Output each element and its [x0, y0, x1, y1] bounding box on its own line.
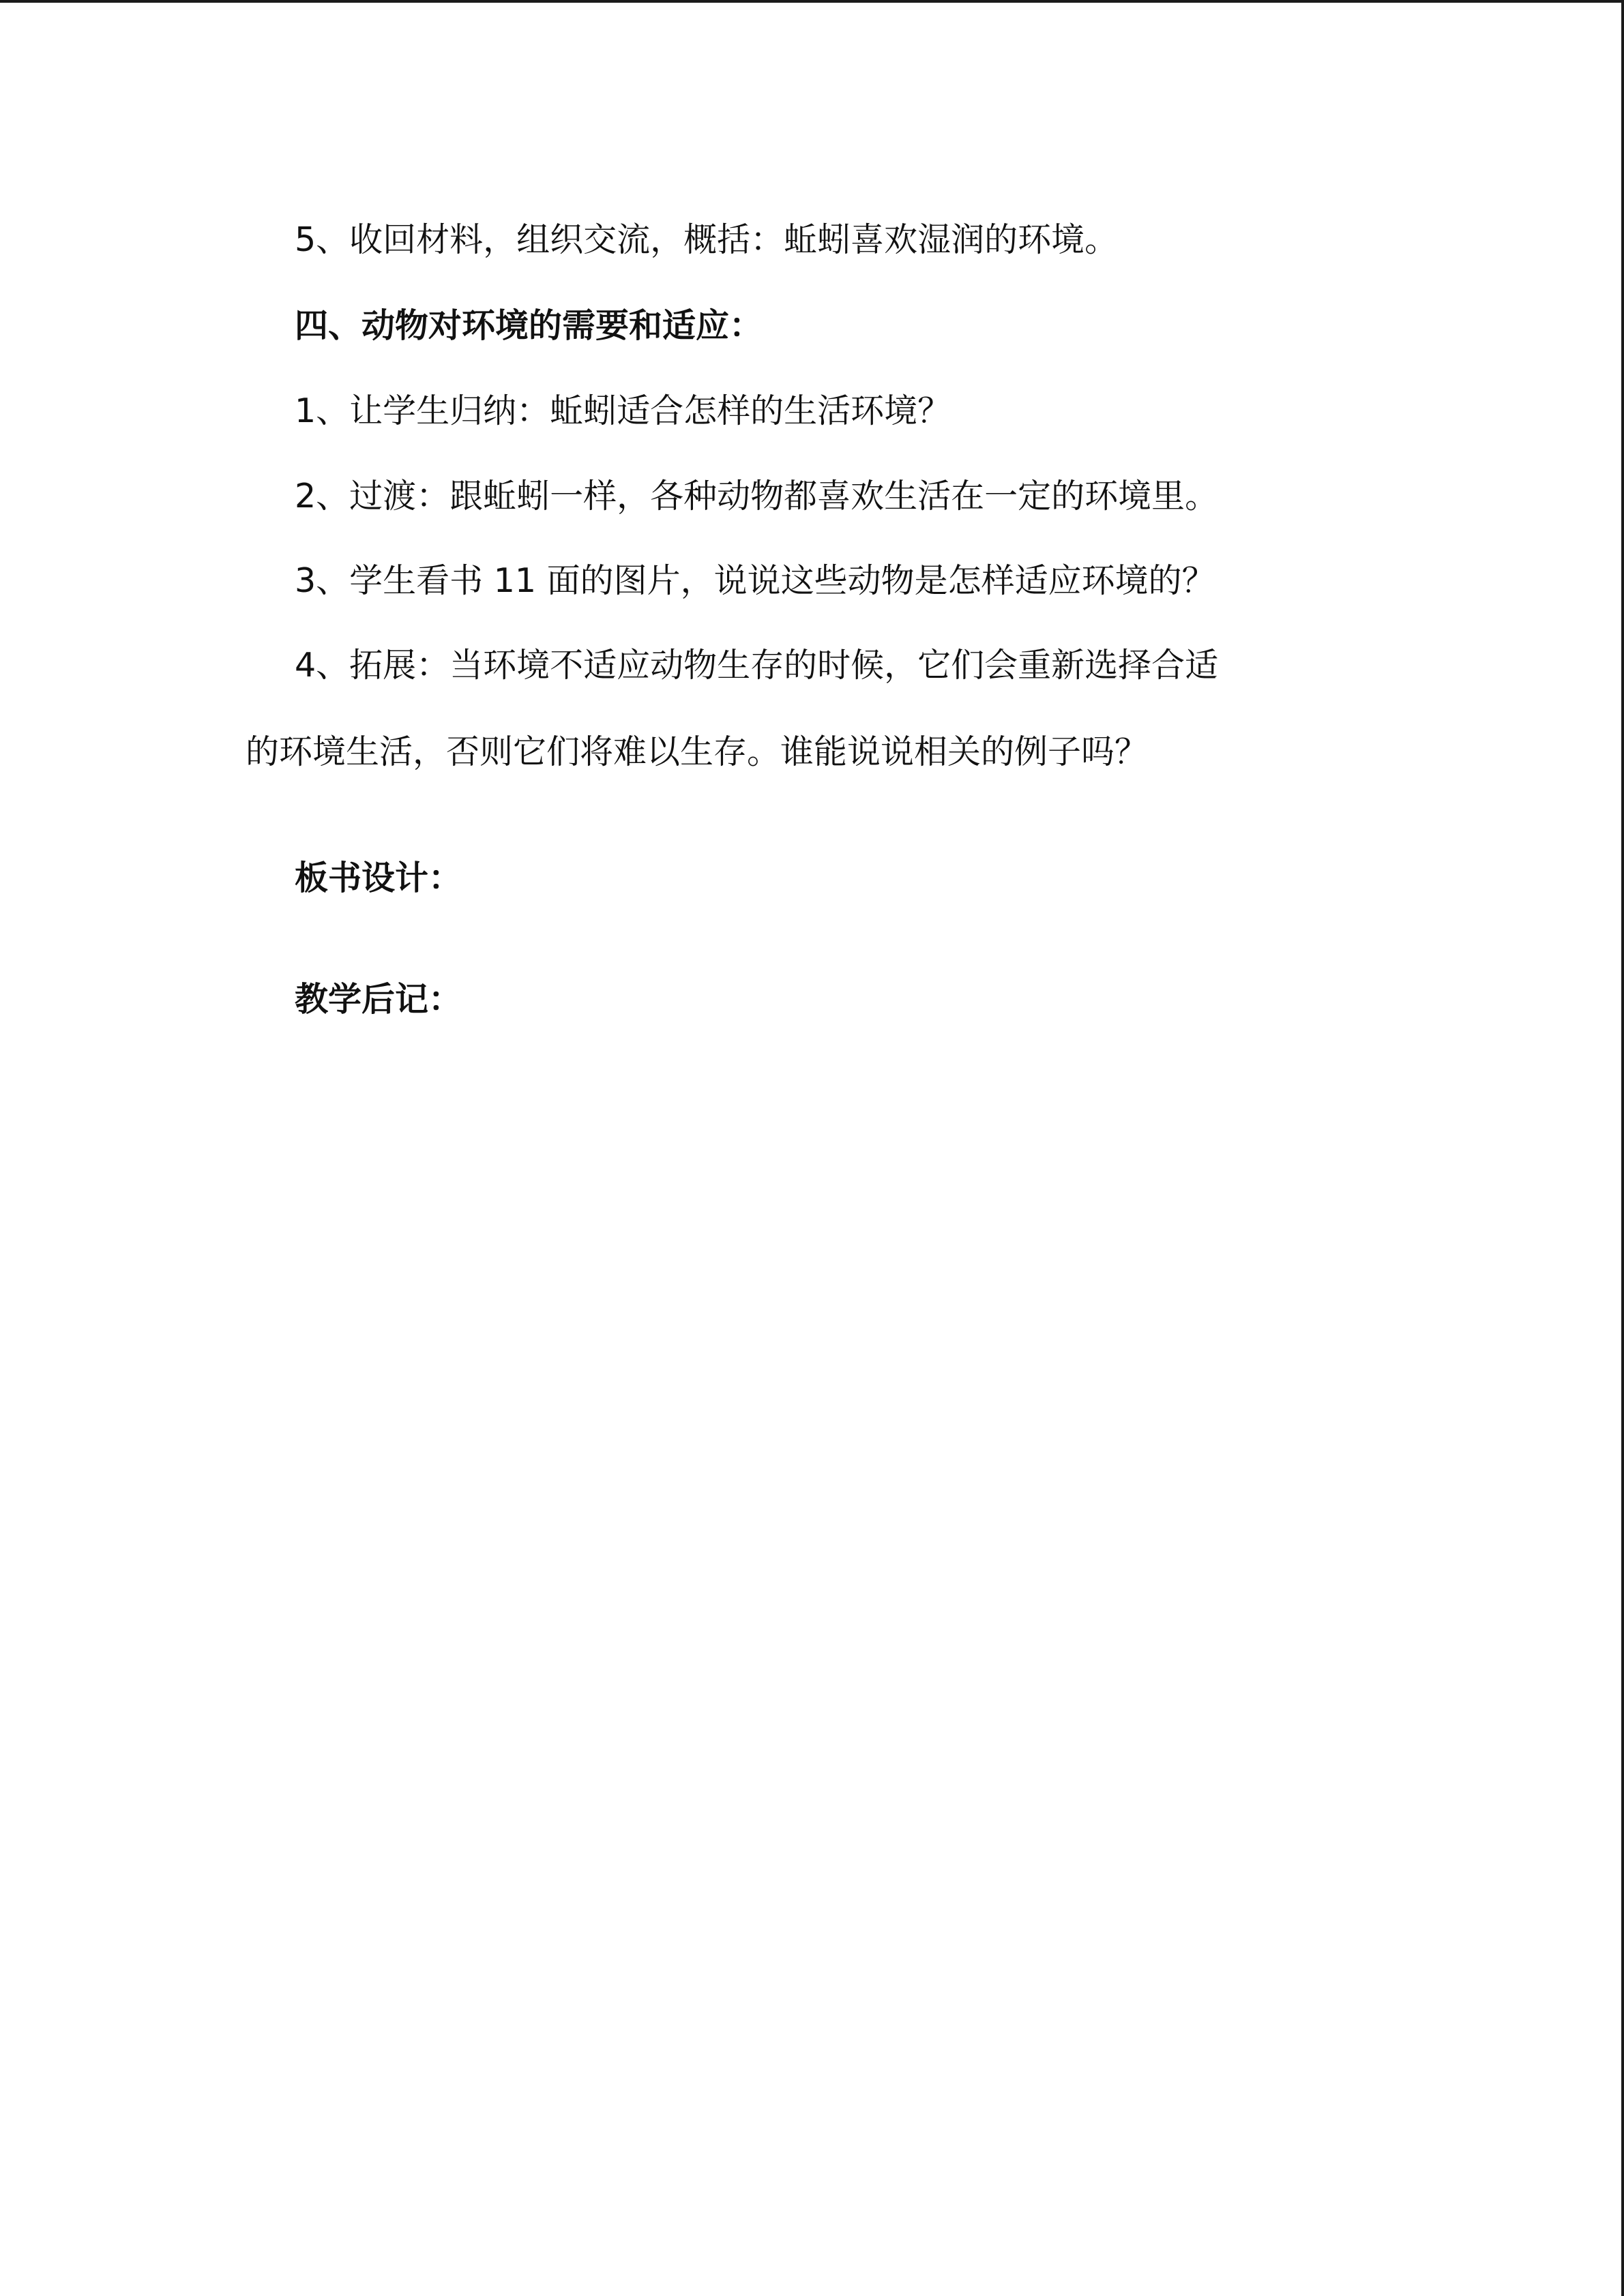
page-top-border — [0, 0, 1624, 3]
heading-teaching-notes: 教学后记： — [295, 980, 462, 1019]
step-4-extension-continued: 的环境生活，否则它们将难以生存。谁能说说相关的例子吗？ — [246, 732, 1149, 771]
heading-board-design: 板书设计： — [295, 859, 462, 897]
step-1-summarize-environment: 1、让学生归纳：蚯蚓适合怎样的生活环境？ — [295, 391, 951, 430]
step-4-extension: 4、拓展：当环境不适应动物生存的时候，它们会重新选择合适 — [295, 646, 1219, 685]
step-2-transition: 2、过渡：跟蚯蚓一样，各种动物都喜欢生活在一定的环境里。 — [295, 477, 1219, 516]
step-3-view-pictures: 3、学生看书 11 面的图片，说说这些动物是怎样适应环境的？ — [295, 561, 1215, 600]
step-5-collect-materials: 5、收回材料，组织交流，概括：蚯蚓喜欢湿润的环境。 — [295, 220, 1119, 259]
section-heading-animal-adaptation: 四、动物对环境的需要和适应： — [295, 306, 763, 345]
page-right-border — [1621, 0, 1624, 2296]
